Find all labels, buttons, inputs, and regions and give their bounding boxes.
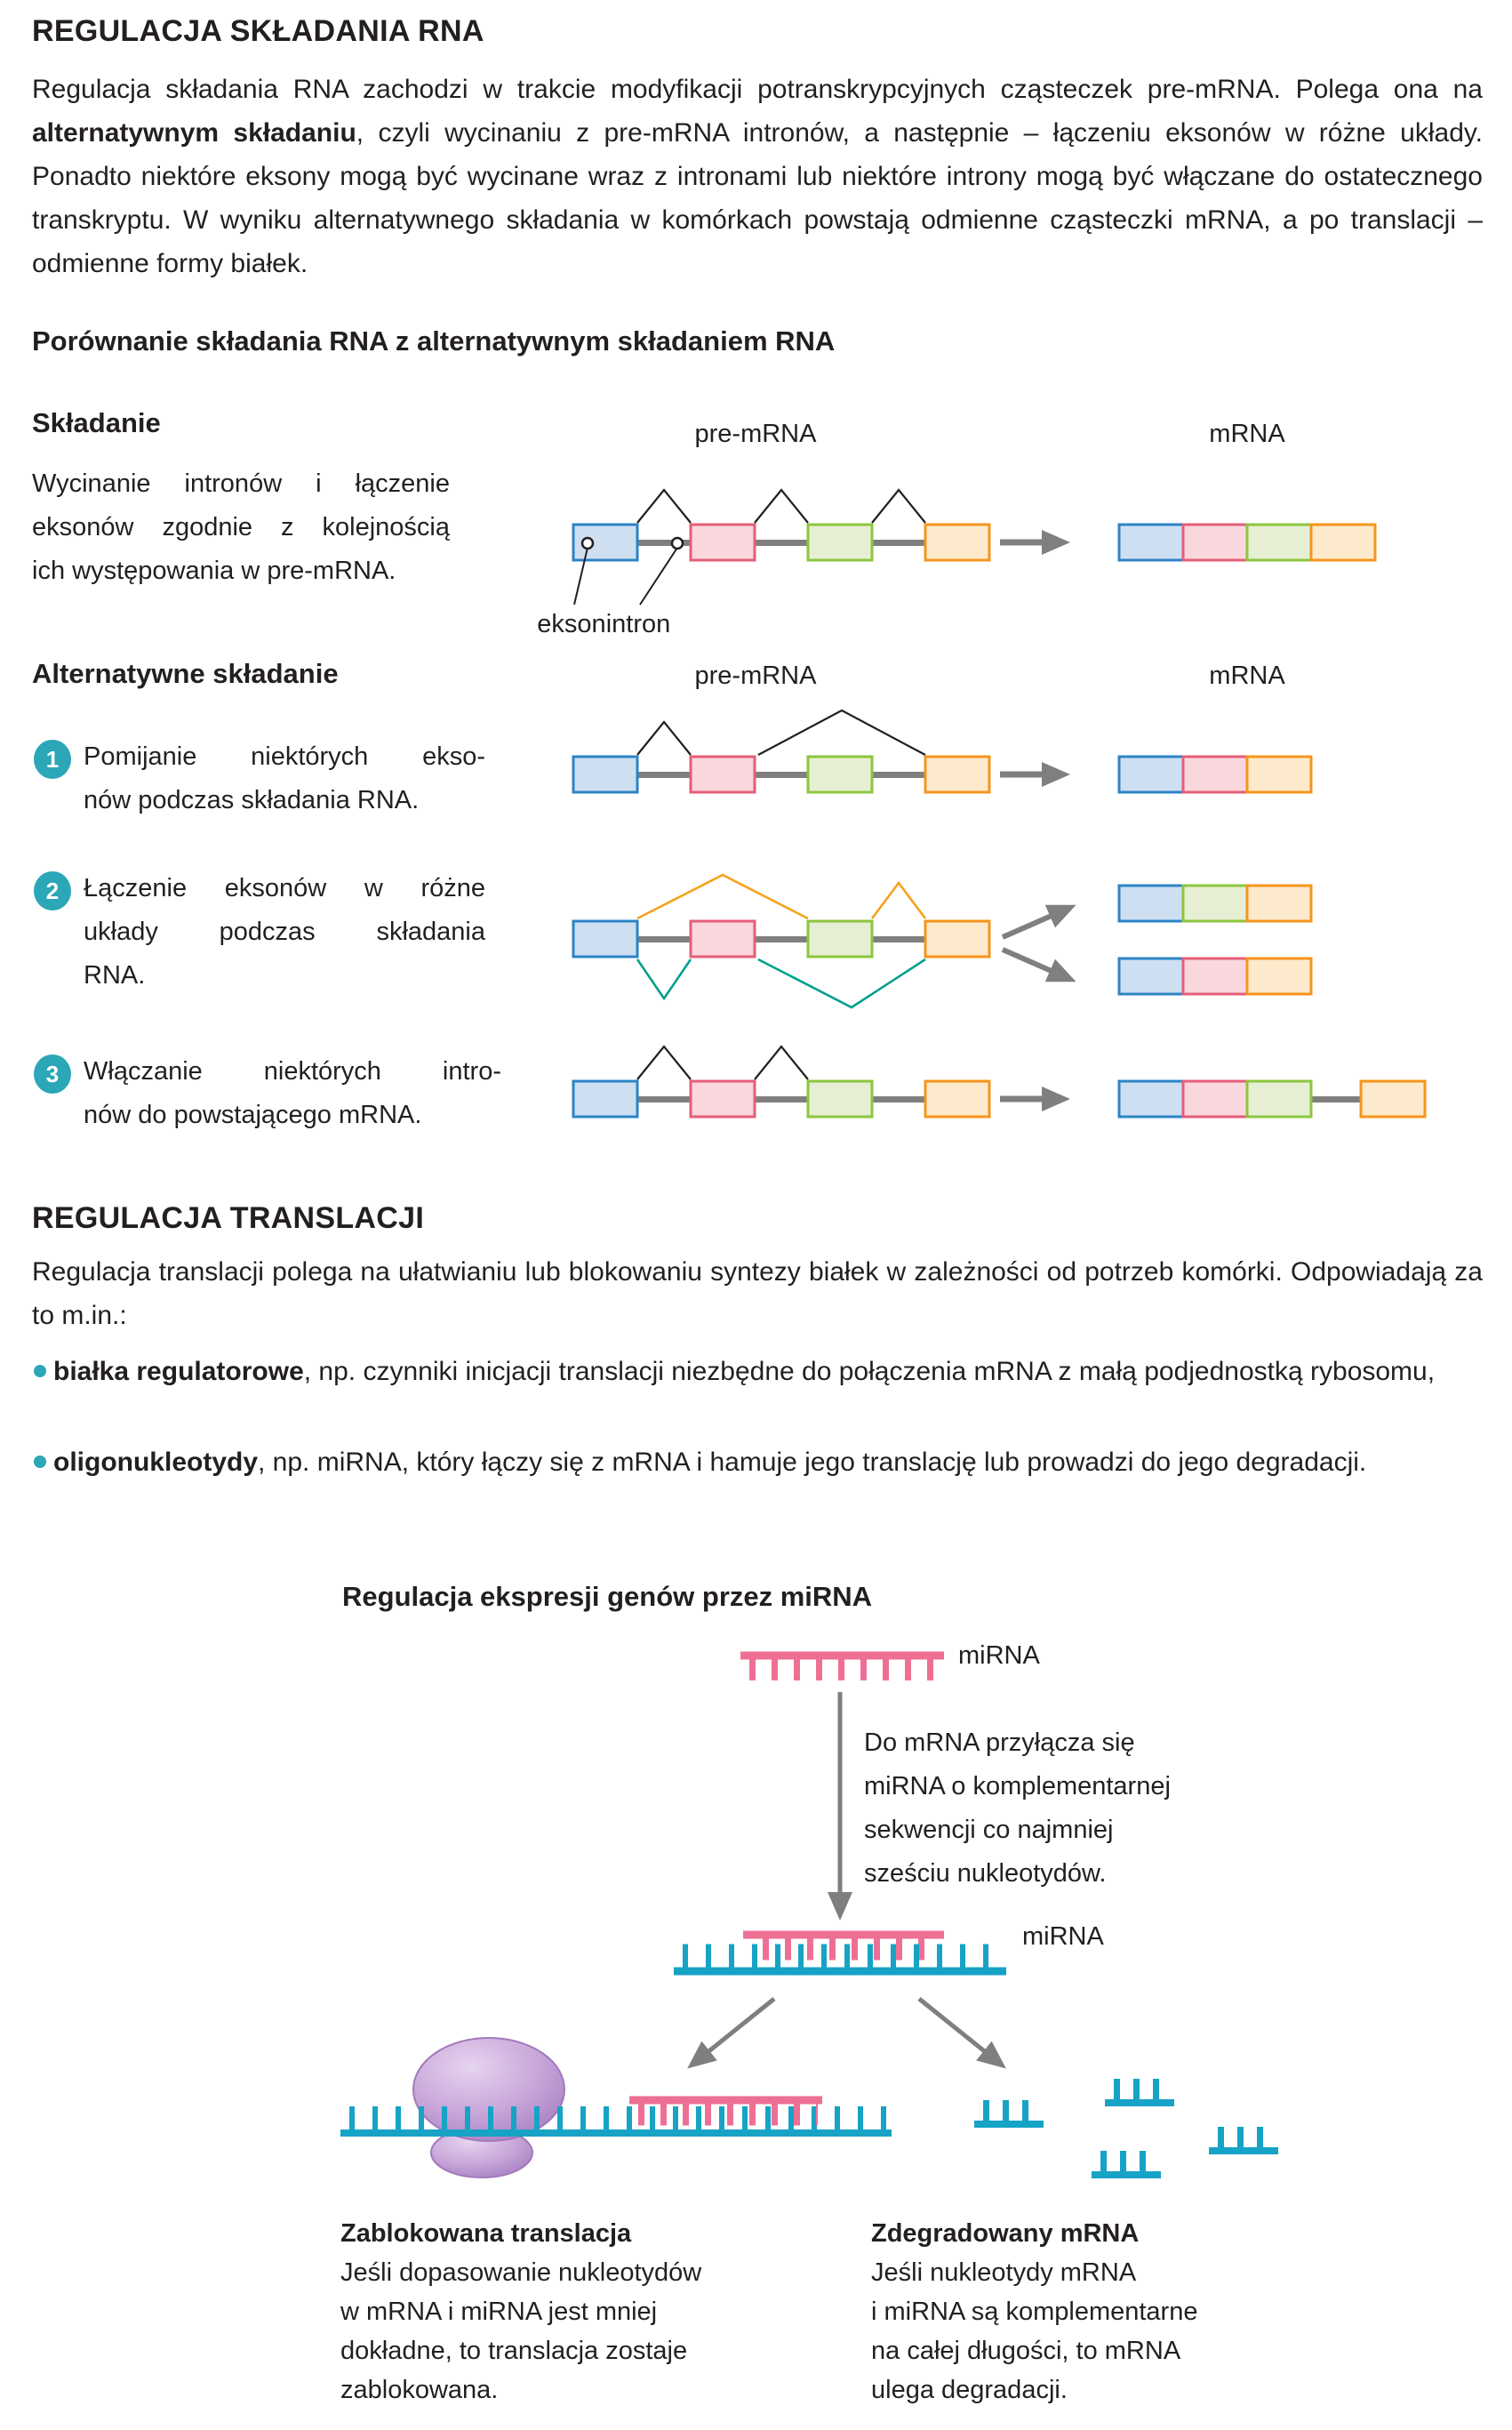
splice-caret bbox=[872, 490, 925, 523]
exon-pink bbox=[691, 757, 755, 792]
blocked-translation-caption bbox=[340, 2214, 701, 2410]
splice-caret bbox=[637, 722, 691, 755]
paragraph-text: , czyli wycinaniu z pre-mRNA intronów, a następnie – łączeniu eksonów w różne układy. Ponadto niektóre eksony mogą być wycinane wraz z intronami lub niektóre introny mogą być włączane do ostatecznego transkryptu. W wyniku alternatywnego składania w komórkach powstają odmienne cząsteczki mRNA, a po translacji – odmienne formy białek. bbox=[32, 118, 1484, 278]
mirna-figure-title: Regulacja ekspresji genów przez miRNA bbox=[342, 1581, 873, 1612]
text-line: zablokowana. bbox=[340, 2376, 499, 2404]
bullet-item-2 bbox=[32, 1440, 1481, 1484]
bullet-text: , np. czynniki inicjacji translacji niezbędne do połączenia mRNA z małą podjednostką rybosomu, bbox=[303, 1357, 1436, 1386]
exon-blue bbox=[1119, 886, 1183, 921]
ribosome bbox=[413, 2038, 564, 2177]
splice-path-orange bbox=[637, 875, 808, 918]
exon-blue bbox=[1119, 757, 1183, 792]
text-line: ich występowania w pre-mRNA. bbox=[32, 557, 396, 585]
exon-orange bbox=[1247, 958, 1311, 994]
text-line: Jeśli dopasowanie nukleotydów bbox=[340, 2258, 702, 2287]
mrna-strip bbox=[1119, 757, 1311, 792]
exon-blue bbox=[1119, 1081, 1183, 1117]
degraded-mrna-caption bbox=[871, 2214, 1197, 2410]
item-badge-1: 1 bbox=[34, 740, 71, 779]
exon-green bbox=[808, 921, 872, 957]
mirna-comb-top bbox=[740, 1656, 944, 1670]
bullet-bold-term: oligonukleotydy bbox=[53, 1448, 259, 1477]
text-line: Włączanie niektórych intro- bbox=[84, 1057, 501, 1086]
text-line: Pomijanie niektórych ekso- bbox=[84, 742, 485, 771]
arrow-left-icon bbox=[707, 1999, 774, 2053]
alt-item-3-text bbox=[84, 1050, 501, 1137]
text-line: dokładne, to translacja zostaje bbox=[340, 2337, 688, 2365]
translation-paragraph: Regulacja translacji polega na ułatwianiu lub blokowaniu syntezy białek w zależności od potrzeb komórki. Odpowiadają za to m.in.: bbox=[32, 1257, 1483, 1330]
exon-pink bbox=[1183, 525, 1247, 560]
exon-pink bbox=[1183, 1081, 1247, 1117]
alt-item-2-text bbox=[84, 867, 485, 998]
ekson-marker-dot bbox=[582, 538, 593, 549]
intron-leader-line bbox=[640, 548, 677, 605]
bullet-text: , np. miRNA, który łączy się z mRNA i hamuje jego translację lub prowadzi do jego degradacji. bbox=[258, 1448, 1367, 1477]
text-line: na całej długości, to mRNA bbox=[871, 2337, 1181, 2365]
arrow-right-icon bbox=[919, 1999, 987, 2053]
exon-green bbox=[808, 525, 872, 560]
blocked-mrna-comb bbox=[340, 2100, 892, 2133]
mrna-fragment bbox=[1092, 2161, 1161, 2175]
ekson-label: ekson bbox=[537, 610, 606, 638]
text-line: i miRNA są komplementarne bbox=[871, 2298, 1198, 2326]
text-line: układy podczas składania bbox=[84, 918, 485, 946]
text-line: Do mRNA przyłącza się bbox=[864, 1728, 1135, 1757]
exon-orange bbox=[925, 921, 989, 957]
mrna-fragment bbox=[1209, 2137, 1278, 2151]
splice-caret-wide bbox=[758, 710, 925, 755]
pre-mrna-label: pre-mRNA bbox=[694, 420, 817, 448]
intron-marker-dot bbox=[672, 538, 683, 549]
mrna-fragment bbox=[1105, 2089, 1174, 2103]
paragraph-bold-phrase: alternatywnym składaniu bbox=[32, 118, 356, 148]
alt2-diagram bbox=[573, 875, 1311, 1007]
splicing-diagram bbox=[573, 490, 1375, 605]
splice-caret bbox=[637, 490, 691, 523]
exon-green bbox=[1247, 1081, 1311, 1117]
mrna-strip-bottom bbox=[1119, 958, 1311, 994]
text-line: sekwencji co najmniej bbox=[864, 1816, 1114, 1844]
text-line: RNA. bbox=[84, 961, 146, 990]
exon-orange bbox=[1247, 886, 1311, 921]
item-badge-2: 2 bbox=[34, 871, 71, 910]
exon-orange bbox=[1247, 757, 1311, 792]
splice-path-teal bbox=[637, 959, 691, 998]
text-line: miRNA o komplementarnej bbox=[864, 1772, 1171, 1800]
bullet-bold-term: białka regulatorowe bbox=[53, 1357, 304, 1386]
exon-pink bbox=[1183, 958, 1247, 994]
intron-label: intron bbox=[605, 610, 671, 638]
exon-blue bbox=[573, 1081, 637, 1117]
text-line: eksonów zgodnie z kolejnością bbox=[32, 513, 450, 541]
ekson-leader-line bbox=[574, 548, 588, 605]
item-badge-3: 3 bbox=[34, 1055, 71, 1094]
mirna-label-top: miRNA bbox=[958, 1641, 1040, 1670]
text-line: ulega degradacji. bbox=[871, 2376, 1068, 2404]
exon-green bbox=[808, 757, 872, 792]
exon-green bbox=[1183, 886, 1247, 921]
pre-mrna-label: pre-mRNA bbox=[694, 662, 817, 690]
text-line: w mRNA i miRNA jest mniej bbox=[340, 2298, 658, 2326]
text-line: nów do powstającego mRNA. bbox=[84, 1101, 422, 1129]
exon-blue bbox=[573, 757, 637, 792]
mrna-label: mRNA bbox=[1209, 420, 1285, 448]
splice-caret bbox=[755, 490, 808, 523]
exon-blue bbox=[1119, 958, 1183, 994]
exon-pink bbox=[691, 921, 755, 957]
mrna-label: mRNA bbox=[1209, 662, 1285, 690]
alt1-diagram bbox=[573, 710, 1311, 792]
splice-path-orange bbox=[872, 883, 925, 918]
exon-pink bbox=[1183, 757, 1247, 792]
arrow-icon bbox=[1003, 915, 1053, 937]
splice-path-teal bbox=[758, 959, 925, 1007]
text-line: sześciu nukleotydów. bbox=[864, 1859, 1107, 1888]
section1-paragraph bbox=[32, 68, 1483, 285]
exon-orange bbox=[1361, 1081, 1425, 1117]
caption-title: Zablokowana translacja bbox=[340, 2219, 632, 2248]
exon-orange bbox=[925, 757, 989, 792]
comparison-title: Porównanie składania RNA z alternatywnym składaniem RNA bbox=[32, 325, 836, 357]
arrow-icon bbox=[1003, 950, 1053, 972]
exon-blue bbox=[1119, 525, 1183, 560]
exon-green bbox=[1247, 525, 1311, 560]
exon-blue bbox=[573, 921, 637, 957]
splice-caret bbox=[637, 1047, 691, 1079]
translation-title: REGULACJA TRANSLACJI bbox=[32, 1201, 425, 1235]
alt-item-1-text bbox=[84, 735, 485, 822]
bullet-item-1 bbox=[32, 1350, 1481, 1393]
exon-orange bbox=[1311, 525, 1375, 560]
mrna-strip-top bbox=[1119, 886, 1311, 921]
mrna-fragment bbox=[974, 2111, 1044, 2124]
text-line: Wycinanie intronów i łączenie bbox=[32, 469, 450, 498]
section1-title: REGULACJA SKŁADANIA RNA bbox=[32, 14, 484, 48]
splicing-description bbox=[32, 462, 450, 593]
exon-pink bbox=[691, 1081, 755, 1117]
mirna-label-mid: miRNA bbox=[1022, 1922, 1104, 1951]
exon-blue bbox=[573, 525, 637, 560]
mirna-note bbox=[864, 1721, 1171, 1896]
exon-orange bbox=[925, 525, 989, 560]
mrna-strip bbox=[1119, 1081, 1425, 1117]
exon-orange bbox=[925, 1081, 989, 1117]
splice-caret bbox=[755, 1047, 808, 1079]
bullet-dot-icon bbox=[34, 1456, 46, 1468]
alt3-diagram bbox=[573, 1047, 1425, 1117]
paragraph-text: Regulacja składania RNA zachodzi w trakcie modyfikacji potranskrypcyjnych cząsteczek pre-mRNA. Polega ona na bbox=[32, 75, 1483, 104]
exon-pink bbox=[691, 525, 755, 560]
caption-title: Zdegradowany mRNA bbox=[871, 2219, 1140, 2248]
text-line: Łączenie eksonów w różne bbox=[84, 874, 485, 902]
mirna-mrna-duplex bbox=[674, 1935, 1006, 1971]
text-line: Jeśli nukleotydy mRNA bbox=[871, 2258, 1137, 2287]
bullet-dot-icon bbox=[34, 1365, 46, 1377]
alternative-title: Alternatywne składanie bbox=[32, 658, 339, 689]
exon-green bbox=[808, 1081, 872, 1117]
mrna-strip bbox=[1119, 525, 1375, 560]
text-line: nów podczas składania RNA. bbox=[84, 786, 420, 814]
splicing-title: Składanie bbox=[32, 407, 161, 438]
